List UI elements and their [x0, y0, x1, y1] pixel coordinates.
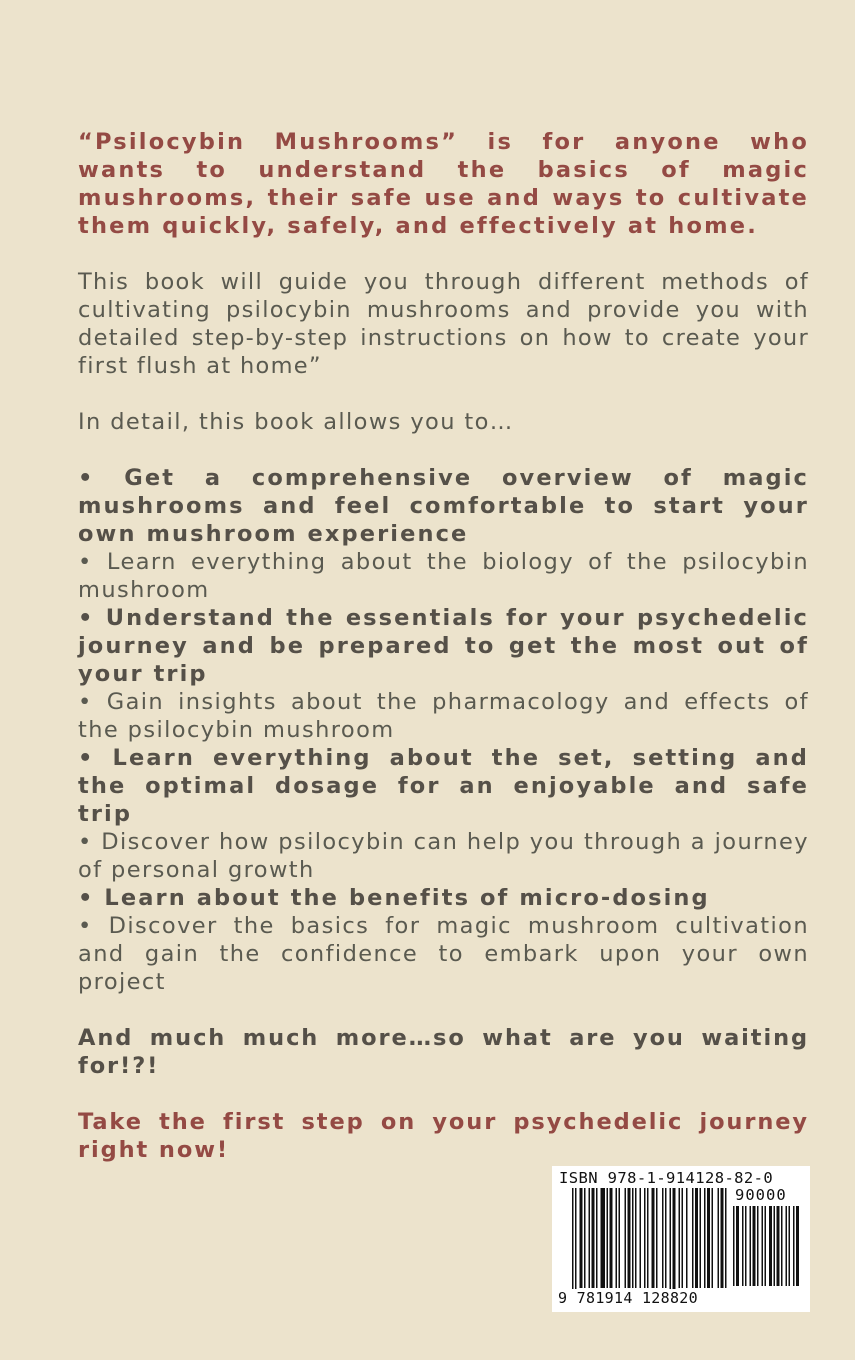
barcode-bar [596, 1188, 598, 1288]
barcode-bar [796, 1206, 799, 1286]
barcode-bar [704, 1188, 706, 1288]
barcode-bar [607, 1188, 609, 1288]
barcode-bar [580, 1188, 583, 1288]
bullet-item: • Discover how psilocybin can help you through a journey of personal growth [78, 829, 809, 883]
barcode-bar [628, 1188, 631, 1288]
barcode-bar [644, 1188, 646, 1288]
barcode-bar [679, 1188, 681, 1288]
barcode-bar [670, 1188, 672, 1294]
ean-bars [572, 1188, 729, 1300]
barcode-bar [757, 1206, 759, 1286]
barcode-bar [665, 1188, 667, 1288]
barcode-bar [575, 1188, 577, 1294]
bullet-item: • Learn everything about the set, setting and the optimal dosage for an enjoyable and safe trip [78, 745, 809, 827]
barcode-bar [777, 1206, 780, 1286]
barcode-bar [662, 1188, 664, 1288]
barcode-bar [753, 1206, 756, 1286]
barcode-bar [721, 1188, 724, 1288]
barcode-bar [762, 1206, 764, 1286]
barcode-bar [635, 1188, 637, 1288]
intro-paragraph: “Psilocybin Mushrooms” is for anyone who wants to understand the basics of magic mushrooms, their safe use and ways to cultivate them quickly, safely, and effectively at home. [78, 129, 809, 239]
bullet-item: • Understand the essentials for your psychedelic journey and be prepared to get the most out of your trip [78, 605, 809, 687]
bullet-item: • Learn everything about the biology of the psilocybin mushroom [78, 549, 809, 603]
barcode-bar [725, 1188, 727, 1288]
bullet-item: • Get a comprehensive overview of magic mushrooms and feel comfortable to start your own mushroom experience [78, 465, 809, 547]
barcode-bar [673, 1188, 676, 1294]
barcode-bar [682, 1188, 684, 1288]
barcode-bar [765, 1206, 767, 1286]
barcode-bar [632, 1188, 634, 1288]
back-cover-text [78, 128, 809, 1164]
bullet-item: • Gain insights about the pharmacology and effects of the psilocybin mushroom [78, 689, 809, 743]
barcode-bar [619, 1188, 621, 1288]
barcode-bar [712, 1188, 714, 1288]
barcode-bar [774, 1206, 776, 1286]
barcode-bar [610, 1188, 613, 1288]
much-more-line: And much much more…so what are you waiting for!?! [78, 1025, 809, 1079]
bullet-list [78, 464, 809, 996]
barcode-bar [742, 1206, 744, 1286]
barcode-bar [793, 1206, 795, 1286]
barcode-bar [589, 1188, 591, 1288]
bullet-item: • Learn about the benefits of micro-dosing [78, 885, 710, 911]
barcode-bar [745, 1206, 747, 1286]
barcode-bar [616, 1188, 618, 1288]
detail-intro: In detail, this book allows you to… [78, 409, 514, 435]
barcode-bar [625, 1188, 627, 1288]
guide-paragraph: This book will guide you through different methods of cultivating psilocybin mushrooms and provide you with detailed step-by-step instructions on how to create your first flush at home” [78, 269, 809, 379]
barcode-bar [692, 1188, 694, 1288]
bullet-item: • Discover the basics for magic mushroom cultivation and gain the confidence to embark upon your own project [78, 913, 809, 995]
barcode-bar [695, 1188, 698, 1288]
barcode-bar [789, 1206, 791, 1286]
call-to-action: Take the first step on your psychedelic journey right now! [78, 1109, 809, 1163]
isbn-label: ISBN 978-1-914128-82-0 [559, 1169, 774, 1187]
barcode-bar [750, 1206, 752, 1286]
price-code: 90000 [735, 1186, 787, 1204]
ean-digits: 9 781914 128820 [558, 1289, 698, 1307]
barcode-bar [647, 1188, 649, 1288]
barcode-bar [781, 1206, 783, 1286]
barcode-bar [733, 1206, 735, 1286]
barcode-bar [584, 1188, 586, 1288]
barcode-bar [652, 1188, 655, 1288]
barcode-bar [707, 1188, 710, 1288]
addon-bars [733, 1206, 803, 1288]
barcode-bar [601, 1188, 606, 1288]
barcode-bar [686, 1188, 688, 1288]
barcode-bar [572, 1188, 574, 1294]
barcode-bar [736, 1206, 739, 1286]
isbn-barcode [552, 1166, 810, 1312]
barcode-bar [640, 1188, 642, 1288]
barcode-bar [718, 1188, 720, 1288]
barcode-bar [786, 1206, 788, 1286]
barcode-bar [700, 1188, 702, 1288]
barcode-bar [592, 1188, 595, 1288]
barcode-bar [656, 1188, 658, 1288]
barcode-bar [769, 1206, 772, 1286]
